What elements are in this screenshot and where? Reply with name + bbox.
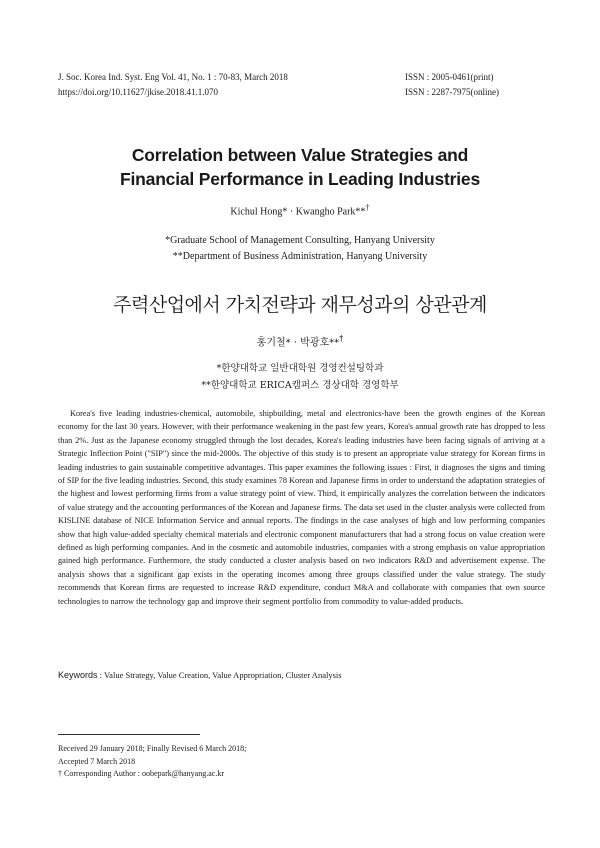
abstract: [58, 407, 545, 608]
title-english-line: Financial Performance in Leading Industries: [120, 169, 480, 189]
accepted-date: Accepted 7 March 2018: [58, 756, 136, 766]
issn-online: ISSN : 2287-7975(online): [405, 86, 499, 97]
received-date: Received 29 January 2018; Finally Revised 6 March 2018;: [58, 744, 247, 753]
journal-citation: J. Soc. Korea Ind. Syst. Eng Vol. 41, No. 1 : 70-83, March 2018: [58, 72, 288, 82]
issn-print: ISSN : 2005-0461(print): [405, 72, 494, 82]
title-english: [40, 143, 560, 191]
keywords-text: Value Strategy, Value Creation, Value Appropriation, Cluster Analysis: [103, 670, 342, 680]
title-english-line: Correlation between Value Strategies and: [131, 145, 469, 165]
affiliation-line-korean: **한양대학교 ERICA캠퍼스 경상대학 경영학부: [201, 380, 399, 391]
keywords-separator: :: [97, 670, 104, 680]
corresponding-author-text: Corresponding Author : oobepark@hanyang.ac.kr: [62, 769, 224, 778]
keywords-label: Keywords: [58, 670, 98, 680]
doi-link[interactable]: https://doi.org/10.11627/jkise.2018.41.1.070: [58, 86, 219, 97]
title-korean: 주력산업에서 가치전략과 재무성과의 상관관계: [113, 294, 487, 316]
affiliation-line: *Graduate School of Management Consulting, Hanyang University: [165, 235, 435, 246]
footnotes: [58, 743, 545, 781]
affiliation-line: **Department of Business Administration, Hanyang University: [172, 251, 428, 262]
affiliation-line-korean: *한양대학교 일반대학원 경영컨설팅학과: [216, 363, 384, 374]
corresponding-mark: †: [339, 333, 344, 343]
corresponding-author: [58, 768, 545, 781]
affiliations-english: [0, 233, 600, 265]
affiliations-korean: [0, 360, 600, 394]
authors-english: [0, 203, 600, 217]
dagger-mark: †: [58, 769, 62, 778]
author-names-korean: 홍기철* · 박광호**: [256, 337, 340, 349]
author-names: Kichul Hong* · Kwangho Park**: [230, 206, 366, 218]
abstract-text: Korea's five leading industries-chemical, automobile, shipbuilding, metal and electronics-have been the growth engines of the Korean economy for the last 30 years. However, with their performance weakening in the past few years, Korea's annual growth rate has dropped to less than 2%. Just as the Japanese economy struggled through the lost decades, Korea's leading industries have been facing signals of arriving at a Strategic Inflection Point ("SIP") since the mid-2000s. The objective of this study is to present an appropriate value strategy for Korean firms in leading industries to gain sustainable competitive advantages. This paper examines the following issues : First, it diagnoses the signs and timing of SIP for the five leading industries. Second, this study examines 78 Korean and Japanese firms in order to understand the adaptation strategies of the highest and lowest performing firms from a value strategy point of view. Third, it empirically analyzes the correlation between the indicators of value strategy and the accounting performances of the Korean and Japanese firms. The data set used in the cluster analysis were collected from KISLINE database of NICE Information Service and annual reports. The findings in the case analyses of high and low performing companies show that high value-added specialty chemical materials and electronic component manufacturers that had a strong focus on value creation were defined as high performing companies. And in the cosmetic and automobile industries, companies with a strong emphasis on value appropriation gained high performance. Furthermore, the study conducted a cluster analysis based on two indicators R&D and advertisement expense. The analysis shows that a significant gap exists in the operating incomes among three groups classified under the value strategy. The study recommends that Korean firms are requested to increase R&D expenditure, conduct M&A and collaborate with companies that own source technologies to narrow the technology gap and improve their segment portfolio from commodity to value-added products.: [58, 409, 546, 606]
keywords: [58, 670, 545, 680]
footnote-divider: [58, 734, 200, 735]
authors-korean: [0, 333, 600, 348]
corresponding-mark: †: [365, 203, 370, 212]
